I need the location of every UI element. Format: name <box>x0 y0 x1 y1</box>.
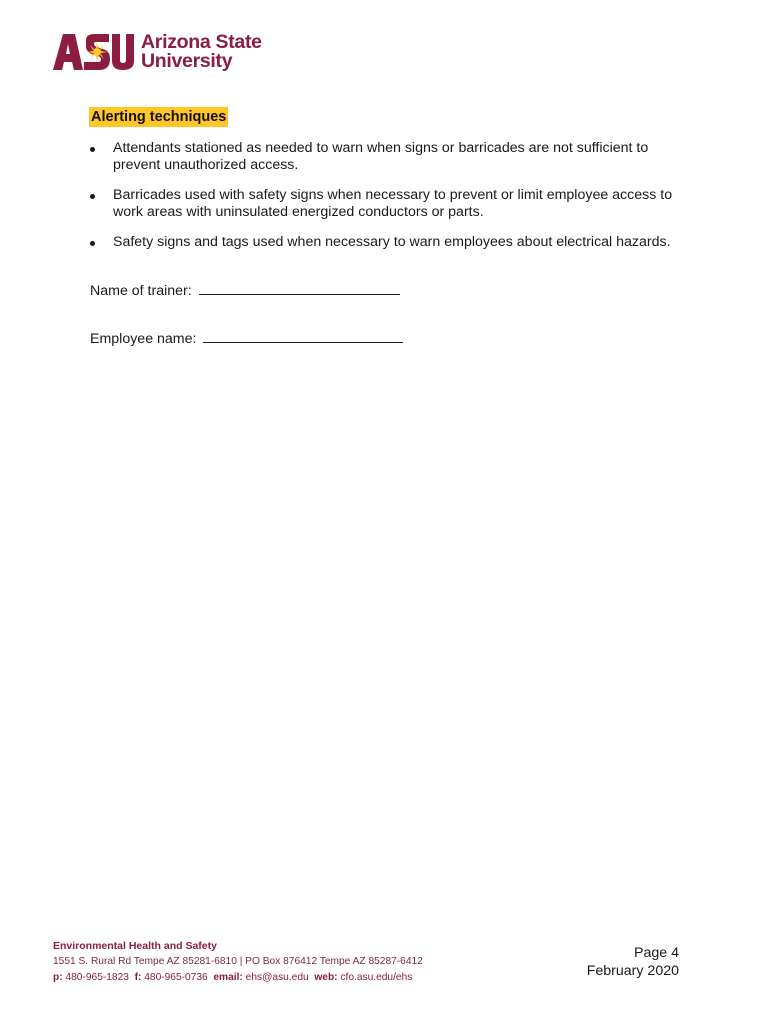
employee-signature-line[interactable] <box>203 329 403 343</box>
email-link[interactable]: ehs@asu.edu <box>245 972 309 983</box>
logo-line-1: Arizona State <box>141 31 262 53</box>
web-label: web: <box>314 972 338 983</box>
list-item-text: Safety signs and tags used when necessary to warn employees about electrical hazards. <box>113 234 671 250</box>
employee-field <box>90 329 403 348</box>
section-heading: Alerting techniques <box>91 109 227 125</box>
logo-wordmark <box>141 33 262 71</box>
asu-logo <box>53 30 293 76</box>
bullet-icon <box>90 147 95 152</box>
footer <box>53 938 473 986</box>
page-number: Page 4 <box>634 945 679 961</box>
logo-line-2: University <box>141 50 233 72</box>
asu-sunburst-logo-icon <box>53 32 135 72</box>
bullet-icon <box>90 194 95 199</box>
fax-label: f: <box>134 972 142 983</box>
list-item <box>89 140 679 174</box>
employee-label: Employee name: <box>90 331 197 347</box>
phone-label: p: <box>53 972 63 983</box>
bullet-icon <box>90 241 95 246</box>
list-item <box>89 187 679 221</box>
footer-contact <box>53 970 473 986</box>
footer-address: 1551 S. Rural Rd Tempe AZ 85281-6810 | PO Box 876412 Tempe AZ 85287-6412 <box>53 956 423 967</box>
email-label: email: <box>213 972 243 983</box>
list-item <box>89 234 679 251</box>
page-meta <box>587 944 679 980</box>
list-item-text: Barricades used with safety signs when necessary to prevent or limit employee access to work areas with uninsulated energized conductors or parts. <box>113 187 673 220</box>
trainer-label: Name of trainer: <box>90 283 192 299</box>
footer-department: Environmental Health and Safety <box>53 940 217 952</box>
bullet-list <box>89 140 679 264</box>
fax-number: 480-965-0736 <box>144 972 208 983</box>
trainer-signature-line[interactable] <box>199 281 400 295</box>
page-date: February 2020 <box>586 963 679 979</box>
trainer-field <box>90 281 400 300</box>
list-item-text: Attendants stationed as needed to warn when signs or barricades are not sufficient to prevent unauthorized access. <box>113 140 649 173</box>
phone-number: 480-965-1823 <box>65 972 129 983</box>
web-link[interactable]: cfo.asu.edu/ehs <box>340 972 413 983</box>
